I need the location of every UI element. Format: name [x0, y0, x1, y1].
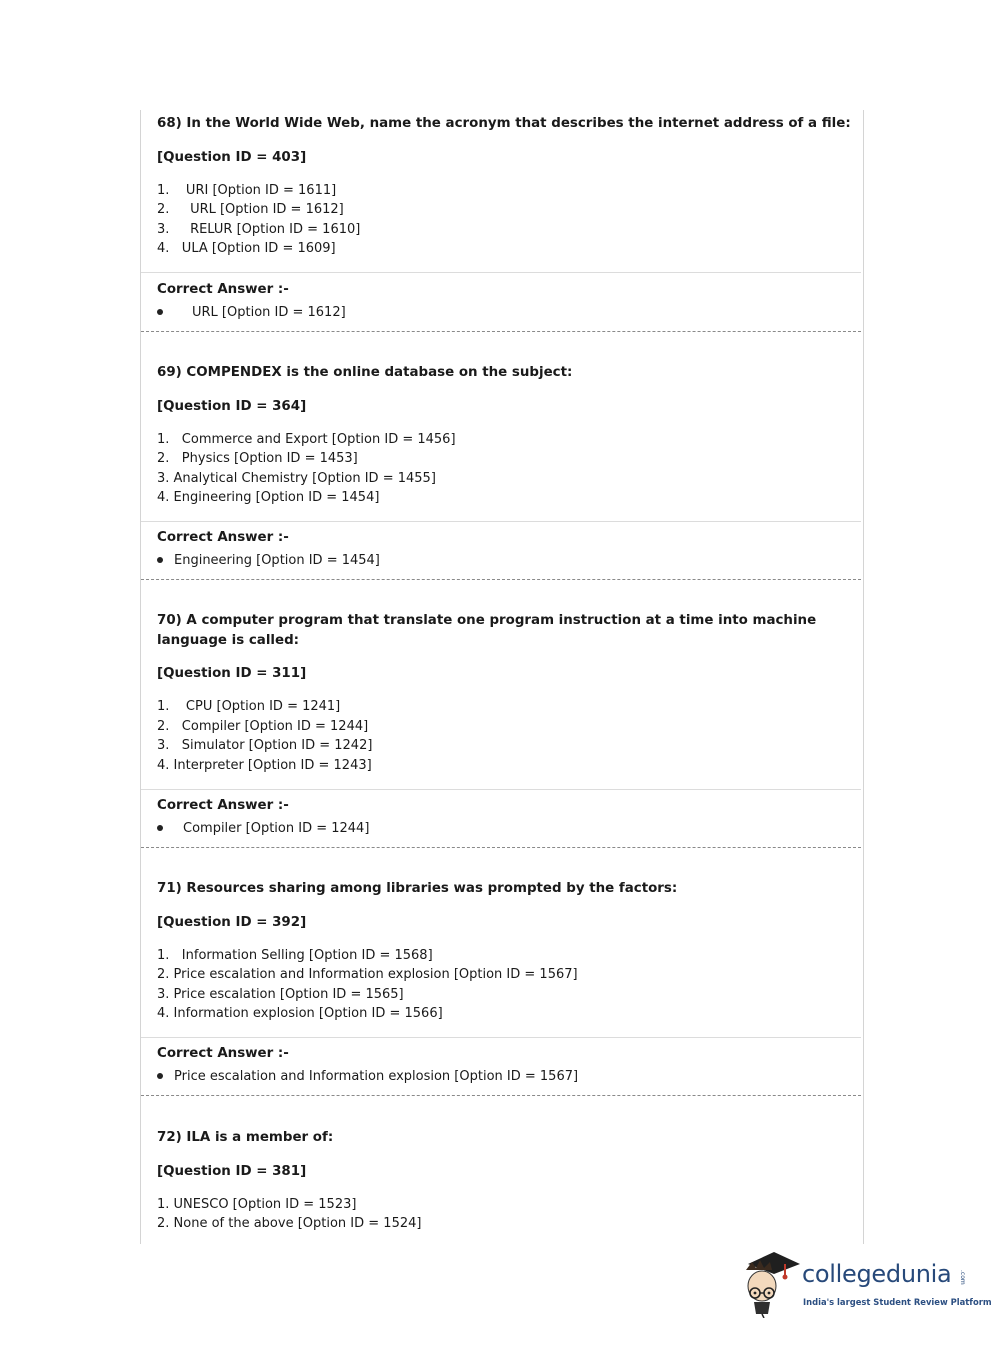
option: 1. Commerce and Export [Option ID = 1456] — [157, 431, 456, 447]
question-id: [Question ID = 392] — [157, 914, 307, 930]
option: 4. Engineering [Option ID = 1454] — [157, 490, 380, 506]
divider — [141, 272, 861, 273]
divider — [141, 521, 861, 522]
option: 2. Price escalation and Information explosion [Option ID = 1567] — [157, 967, 578, 983]
correct-answer-text: Engineering [Option ID = 1454] — [174, 553, 380, 568]
question-id: [Question ID = 311] — [157, 666, 307, 682]
question-70 — [157, 611, 857, 775]
bullet-icon — [157, 309, 163, 315]
option: 1. URI [Option ID = 1611] — [157, 182, 337, 198]
correct-answer-label: Correct Answer :- — [157, 282, 289, 297]
question-68 — [157, 114, 857, 259]
question-id: [Question ID = 364] — [157, 398, 307, 414]
question-title: 72) ILA is a member of: — [157, 1130, 334, 1145]
bullet-icon — [157, 825, 163, 831]
option: 1. CPU [Option ID = 1241] — [157, 699, 341, 715]
correct-answer-text: URL [Option ID = 1612] — [192, 305, 346, 320]
option: 2. URL [Option ID = 1612] — [157, 202, 344, 218]
correct-answer-label: Correct Answer :- — [157, 530, 289, 545]
question-separator — [141, 579, 861, 580]
logo-tagline: India's largest Student Review Platform — [803, 1297, 992, 1307]
option: 2. None of the above [Option ID = 1524] — [157, 1216, 422, 1232]
question-id: [Question ID = 381] — [157, 1163, 307, 1179]
option: 3. Price escalation [Option ID = 1565] — [157, 986, 404, 1002]
question-71 — [157, 879, 857, 1024]
option: 3. RELUR [Option ID = 1610] — [157, 221, 361, 237]
question-title: 70) A computer program that translate one program instruction at a time into machine language is called: — [157, 613, 817, 648]
options-list — [157, 181, 857, 259]
correct-answer-item — [157, 303, 857, 323]
option: 3. Analytical Chemistry [Option ID = 1455] — [157, 470, 436, 486]
option: 1. UNESCO [Option ID = 1523] — [157, 1196, 357, 1212]
option: 4. Information explosion [Option ID = 1566] — [157, 1006, 443, 1022]
question-id: [Question ID = 403] — [157, 149, 307, 165]
logo-wordmark: collegedunia — [802, 1260, 952, 1288]
question-separator — [141, 331, 861, 332]
correct-answer-70 — [157, 796, 857, 839]
option: 3. Simulator [Option ID = 1242] — [157, 738, 373, 754]
options-list — [157, 1195, 857, 1234]
collegedunia-logo[interactable] — [740, 1248, 992, 1318]
divider — [141, 789, 861, 790]
correct-answer-label: Correct Answer :- — [157, 798, 289, 813]
correct-answer-item — [157, 1067, 857, 1087]
option: 4. Interpreter [Option ID = 1243] — [157, 757, 372, 773]
question-separator — [141, 847, 861, 848]
option: 2. Physics [Option ID = 1453] — [157, 451, 358, 467]
question-title: 71) Resources sharing among libraries was prompted by the factors: — [157, 881, 678, 896]
correct-answer-69 — [157, 528, 857, 571]
correct-answer-item — [157, 551, 857, 571]
question-69 — [157, 363, 857, 508]
options-list — [157, 946, 857, 1024]
option: 4. ULA [Option ID = 1609] — [157, 241, 336, 257]
correct-answer-71 — [157, 1044, 857, 1087]
options-list — [157, 430, 857, 508]
question-title: 68) In the World Wide Web, name the acronym that describes the internet address of a file: — [157, 116, 851, 131]
question-title: 69) COMPENDEX is the online database on the subject: — [157, 365, 573, 380]
mascot-icon — [740, 1248, 802, 1318]
correct-answer-text: Price escalation and Information explosion [Option ID = 1567] — [174, 1069, 579, 1084]
correct-answer-text: Compiler [Option ID = 1244] — [183, 821, 370, 836]
option: 1. Information Selling [Option ID = 1568] — [157, 947, 433, 963]
option: 2. Compiler [Option ID = 1244] — [157, 718, 369, 734]
correct-answer-item — [157, 819, 857, 839]
divider — [141, 1037, 861, 1038]
options-list — [157, 697, 857, 775]
bullet-icon — [157, 1073, 163, 1079]
bullet-icon — [157, 557, 163, 563]
correct-answer-label: Correct Answer :- — [157, 1046, 289, 1061]
correct-answer-68 — [157, 280, 857, 323]
question-72 — [157, 1128, 857, 1234]
question-separator — [141, 1095, 861, 1096]
logo-suffix: .com — [959, 1270, 966, 1285]
